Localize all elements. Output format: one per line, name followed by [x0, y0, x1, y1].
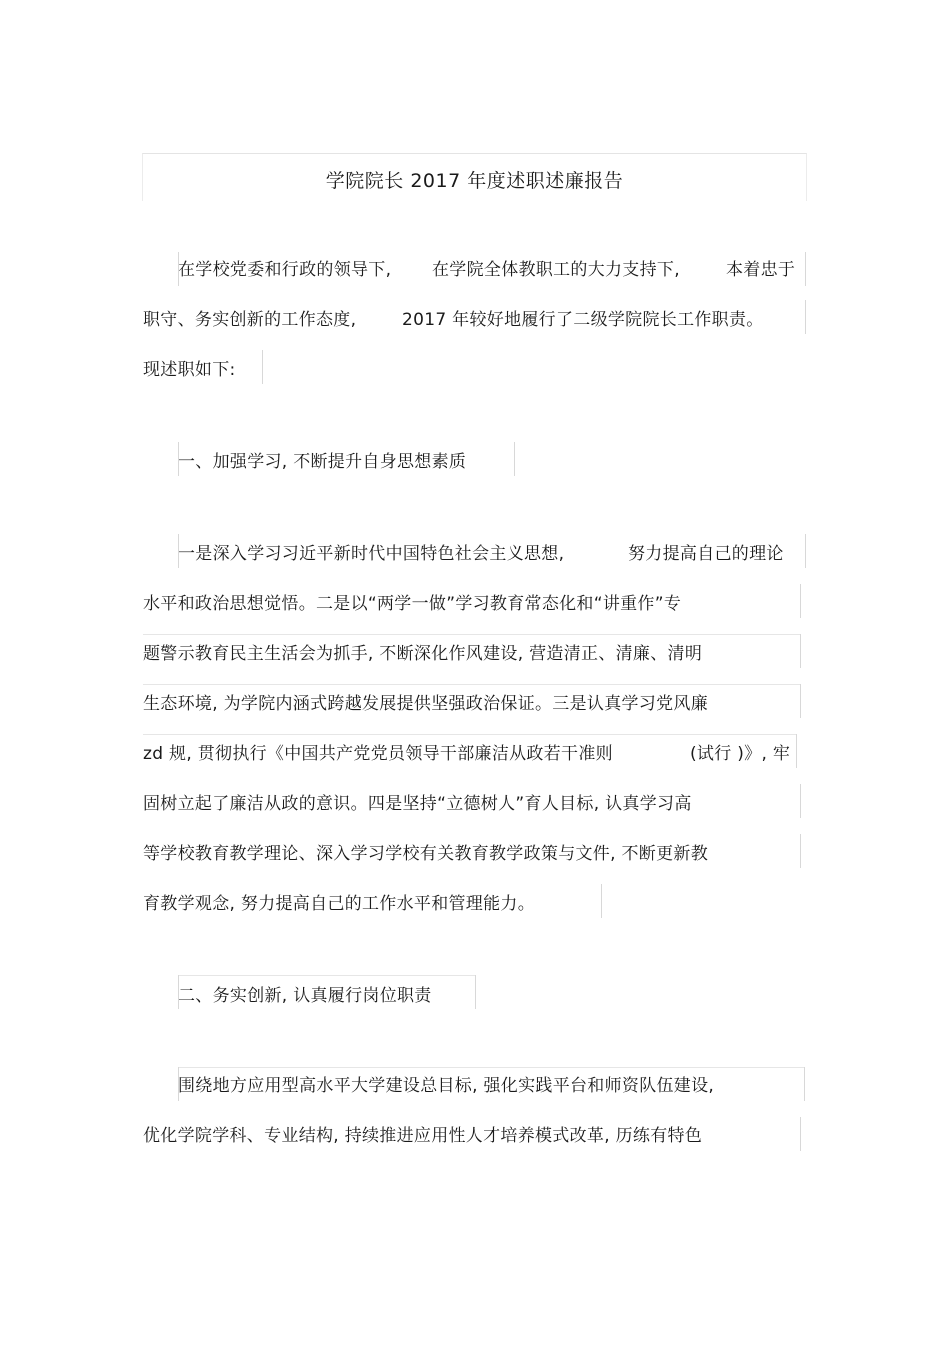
section-2-heading: 二、务实创新, 认真履行岗位职责: [178, 986, 432, 1006]
text-block-edge: [178, 1067, 804, 1068]
section-1-line-7: 等学校教育教学理论、深入学习学校有关教育教学政策与文件, 不断更新教: [143, 844, 709, 864]
section-1-line-1-part-b: 努力提高自己的理论: [628, 544, 784, 564]
title-box: [142, 153, 807, 201]
section-1-line-5: [143, 742, 798, 766]
text-block-edge: [514, 442, 515, 476]
text-block-edge: [796, 734, 797, 768]
section-1-line-1: [178, 542, 808, 566]
text-block-edge: [800, 634, 801, 668]
section-2-line-2: 优化学院学科、专业结构, 持续推进应用性人才培养模式改革, 历练有特色: [143, 1126, 703, 1146]
intro-line-3: 现述职如下:: [143, 360, 236, 380]
text-block-edge: [800, 834, 801, 868]
text-block-edge: [178, 252, 179, 286]
text-block-edge: [475, 975, 476, 1009]
intro-line-1-part-a: 在学校党委和行政的领导下,: [178, 260, 392, 280]
text-block-edge: [805, 534, 806, 568]
section-1-line-3: 题警示教育民主生活会为抓手, 不断深化作风建设, 营造清正、清廉、清明: [143, 644, 703, 664]
text-block-edge: [178, 534, 179, 568]
text-block-edge: [800, 684, 801, 718]
text-block-edge: [601, 884, 602, 918]
text-block-edge: [143, 634, 801, 635]
section-1-line-6: 固树立起了廉洁从政的意识。四是坚持“立德树人”育人目标, 认真学习高: [143, 794, 692, 814]
section-2-line-1: 围绕地方应用型高水平大学建设总目标, 强化实践平台和师资队伍建设,: [178, 1076, 715, 1096]
intro-line-2: [143, 308, 808, 332]
section-1-line-5-part-b: (试行 )》, 牢: [690, 744, 791, 764]
text-block-edge: [178, 1067, 179, 1101]
text-block-edge: [805, 300, 806, 334]
intro-line-2-part-a: 职守、务实创新的工作态度,: [143, 310, 357, 330]
text-block-edge: [178, 442, 179, 476]
text-block-edge: [800, 584, 801, 618]
section-1-line-1-part-a: 一是深入学习习近平新时代中国特色社会主义思想,: [178, 544, 565, 564]
text-block-edge: [800, 784, 801, 818]
section-1-line-5-part-a: zd 规, 贯彻执行《中国共产党党员领导干部廉洁从政若干准则: [143, 744, 613, 764]
text-block-edge: [143, 734, 796, 735]
text-block-edge: [143, 684, 801, 685]
section-1-heading: 一、加强学习, 不断提升自身思想素质: [178, 452, 467, 472]
text-block-edge: [178, 975, 179, 1009]
section-1-line-4: 生态环境, 为学院内涵式跨越发展提供坚强政治保证。三是认真学习党风廉: [143, 694, 709, 714]
intro-line-1: [178, 258, 808, 282]
section-1-line-8: 育教学观念, 努力提高自己的工作水平和管理能力。: [143, 894, 536, 914]
section-1-line-2: 水平和政治思想觉悟。二是以“两学一做”学习教育常态化和“讲重作”专: [143, 594, 682, 614]
text-block-edge: [804, 1067, 805, 1101]
intro-line-1-part-c: 本着忠于: [726, 260, 796, 280]
intro-line-2-part-b: 2017 年较好地履行了二级学院院长工作职责。: [402, 310, 764, 330]
text-block-edge: [262, 350, 263, 384]
text-block-edge: [178, 975, 475, 976]
text-block-edge: [805, 252, 806, 286]
intro-line-1-part-b: 在学院全体教职工的大力支持下,: [432, 260, 680, 280]
text-block-edge: [800, 1117, 801, 1151]
document-title: 学院院长 2017 年度述职述廉报告: [325, 170, 624, 192]
